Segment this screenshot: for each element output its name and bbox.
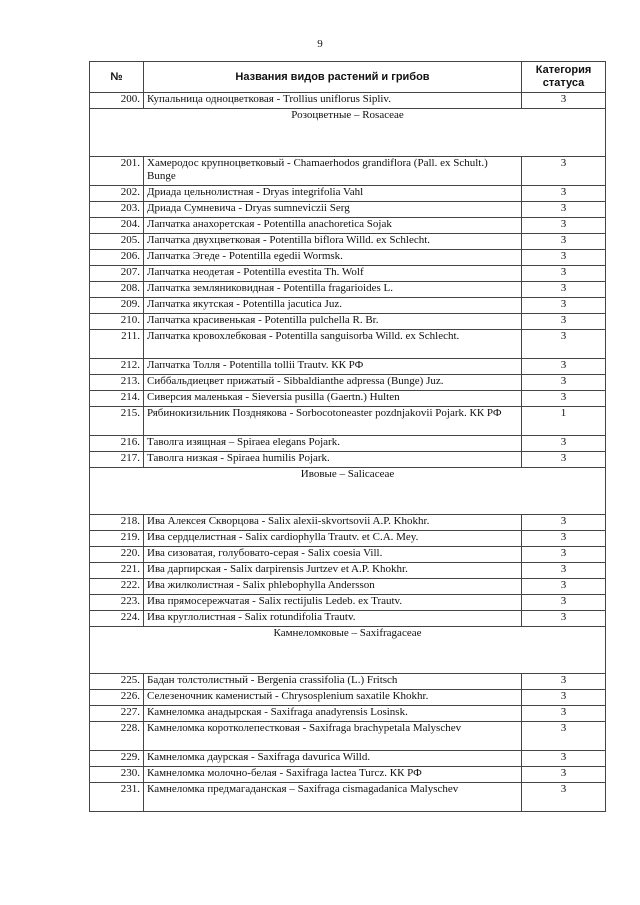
table-row — [90, 579, 606, 595]
family-header-row — [90, 627, 606, 674]
row-number: 231. — [90, 783, 144, 812]
row-number: 225. — [90, 674, 144, 690]
species-name: Дриада Сумневича - Dryas sumneviczii Serg — [144, 202, 522, 218]
table-row — [90, 186, 606, 202]
row-number: 226. — [90, 690, 144, 706]
species-name: Ива Алексея Скворцова - Salix alexii-skvortsovii A.P. Khokhr. — [144, 515, 522, 531]
row-number: 202. — [90, 186, 144, 202]
row-number: 222. — [90, 579, 144, 595]
status-category: 3 — [522, 375, 606, 391]
species-name: Камнеломка предмагаданская – Saxifraga cismagadanica Malyschev — [144, 783, 522, 812]
table-row — [90, 515, 606, 531]
species-name: Бадан толстолистный - Bergenia crassifolia (L.) Fritsch — [144, 674, 522, 690]
status-category: 3 — [522, 595, 606, 611]
status-category: 3 — [522, 751, 606, 767]
status-category: 3 — [522, 157, 606, 186]
status-category: 3 — [522, 266, 606, 282]
table-row — [90, 611, 606, 627]
status-category: 3 — [522, 234, 606, 250]
species-name: Сиверсия маленькая - Sieversia pusilla (Gaertn.) Hulten — [144, 391, 522, 407]
species-name: Камнеломка анадырская - Saxifraga anadyrensis Losinsk. — [144, 706, 522, 722]
status-category: 3 — [522, 452, 606, 468]
species-name: Лапчатка Эгеде - Potentilla egedii Wormsk. — [144, 250, 522, 266]
species-name: Ива круглолистная - Salix rotundifolia Trautv. — [144, 611, 522, 627]
species-name: Селезеночник каменистый - Chrysosplenium saxatile Khokhr. — [144, 690, 522, 706]
table-row — [90, 722, 606, 751]
status-category: 3 — [522, 515, 606, 531]
header-species-name: Названия видов растений и грибов — [144, 62, 522, 93]
table-row — [90, 298, 606, 314]
species-name: Лапчатка красивенькая - Potentilla pulchella R. Br. — [144, 314, 522, 330]
table-row — [90, 282, 606, 298]
row-number: 230. — [90, 767, 144, 783]
family-name: Ивовые – Salicaceae — [90, 468, 606, 515]
species-name: Камнеломка коротколепестковая - Saxifraga brachypetala Malyschev — [144, 722, 522, 751]
row-number: 213. — [90, 375, 144, 391]
status-category: 3 — [522, 783, 606, 812]
table-row — [90, 767, 606, 783]
row-number: 206. — [90, 250, 144, 266]
header-status-category: Категория статуса — [522, 62, 606, 93]
row-number: 210. — [90, 314, 144, 330]
species-name: Лапчатка неодетая - Potentilla evestita Th. Wolf — [144, 266, 522, 282]
status-category: 3 — [522, 391, 606, 407]
species-name: Лапчатка земляниковидная - Potentilla fragarioides L. — [144, 282, 522, 298]
status-category: 3 — [522, 298, 606, 314]
row-number: 207. — [90, 266, 144, 282]
status-category: 3 — [522, 93, 606, 109]
row-number: 217. — [90, 452, 144, 468]
table-row — [90, 375, 606, 391]
table-row — [90, 452, 606, 468]
table-row — [90, 93, 606, 109]
table-row — [90, 706, 606, 722]
table-row — [90, 563, 606, 579]
row-number: 223. — [90, 595, 144, 611]
row-number: 215. — [90, 407, 144, 436]
species-name: Лапчатка кровохлебковая - Potentilla sanguisorba Willd. ex Schlecht. — [144, 330, 522, 359]
row-number: 212. — [90, 359, 144, 375]
species-name: Дриада цельнолистная - Dryas integrifolia Vahl — [144, 186, 522, 202]
status-category: 3 — [522, 282, 606, 298]
species-name: Лапчатка Толля - Potentilla tollii Trautv. КК РФ — [144, 359, 522, 375]
status-category: 1 — [522, 407, 606, 436]
row-number: 227. — [90, 706, 144, 722]
species-name: Таволга изящная – Spiraea elegans Pojark. — [144, 436, 522, 452]
status-category: 3 — [522, 330, 606, 359]
table-body — [90, 93, 606, 812]
table-row — [90, 330, 606, 359]
species-name: Камнеломка молочно-белая - Saxifraga lactea Turcz. КК РФ — [144, 767, 522, 783]
status-category: 3 — [522, 690, 606, 706]
species-table — [89, 61, 606, 812]
row-number: 218. — [90, 515, 144, 531]
table-row — [90, 250, 606, 266]
table-row — [90, 391, 606, 407]
family-name: Розоцветные – Rosaceae — [90, 109, 606, 157]
status-category: 3 — [522, 531, 606, 547]
table-row — [90, 674, 606, 690]
family-header-row — [90, 468, 606, 515]
row-number: 205. — [90, 234, 144, 250]
status-category: 3 — [522, 186, 606, 202]
table-row — [90, 314, 606, 330]
species-name: Камнеломка даурская - Saxifraga davurica Willd. — [144, 751, 522, 767]
row-number: 214. — [90, 391, 144, 407]
row-number: 208. — [90, 282, 144, 298]
table-row — [90, 407, 606, 436]
species-name: Купальница одноцветковая - Trollius uniflorus Sipliv. — [144, 93, 522, 109]
page-number: 9 — [317, 38, 323, 50]
species-name: Лапчатка анахоретская - Potentilla anachoretica Sojak — [144, 218, 522, 234]
species-name: Рябинокизильник Позднякова - Sorbocotoneaster pozdnjakovii Pojark. КК РФ — [144, 407, 522, 436]
status-category: 3 — [522, 767, 606, 783]
species-name: Сиббальдиецвет прижатый - Sibbaldianthe adpressa (Bunge) Juz. — [144, 375, 522, 391]
status-category: 3 — [522, 722, 606, 751]
species-name: Лапчатка двухцветковая - Potentilla biflora Willd. ex Schlecht. — [144, 234, 522, 250]
species-name: Хамеродос крупноцветковый - Chamaerhodos grandiflora (Pall. ex Schult.) Bunge — [144, 157, 522, 186]
row-number: 203. — [90, 202, 144, 218]
family-name: Камнеломковые – Saxifragaceae — [90, 627, 606, 674]
status-category: 3 — [522, 202, 606, 218]
row-number: 200. — [90, 93, 144, 109]
row-number: 224. — [90, 611, 144, 627]
table-row — [90, 266, 606, 282]
row-number: 221. — [90, 563, 144, 579]
family-header-row — [90, 109, 606, 157]
row-number: 220. — [90, 547, 144, 563]
status-category: 3 — [522, 436, 606, 452]
status-category: 3 — [522, 563, 606, 579]
status-category: 3 — [522, 611, 606, 627]
row-number: 229. — [90, 751, 144, 767]
status-category: 3 — [522, 579, 606, 595]
status-category: 3 — [522, 706, 606, 722]
table-header — [90, 62, 606, 93]
species-name: Ива сизоватая, голубовато-серая - Salix coesia Vill. — [144, 547, 522, 563]
table-row — [90, 547, 606, 563]
status-category: 3 — [522, 218, 606, 234]
table-row — [90, 751, 606, 767]
table-row — [90, 783, 606, 812]
species-name: Ива жилколистная - Salix phlebophylla Andersson — [144, 579, 522, 595]
row-number: 209. — [90, 298, 144, 314]
table-row — [90, 359, 606, 375]
table-row — [90, 595, 606, 611]
row-number: 201. — [90, 157, 144, 186]
table-row — [90, 157, 606, 186]
species-name: Ива прямосережчатая - Salix rectijulis Ledeb. ex Trautv. — [144, 595, 522, 611]
table-row — [90, 202, 606, 218]
header-number: № — [90, 62, 144, 93]
row-number: 211. — [90, 330, 144, 359]
table-row — [90, 218, 606, 234]
species-name: Ива сердцелистная - Salix cardiophylla Trautv. et C.A. Mey. — [144, 531, 522, 547]
row-number: 228. — [90, 722, 144, 751]
row-number: 204. — [90, 218, 144, 234]
table-row — [90, 436, 606, 452]
status-category: 3 — [522, 547, 606, 563]
species-name: Ива дарпирская - Salix darpirensis Jurtzev et A.P. Khokhr. — [144, 563, 522, 579]
species-name: Таволга низкая - Spiraea humilis Pojark. — [144, 452, 522, 468]
status-category: 3 — [522, 674, 606, 690]
status-category: 3 — [522, 359, 606, 375]
species-name: Лапчатка якутская - Potentilla jacutica Juz. — [144, 298, 522, 314]
table-row — [90, 531, 606, 547]
table-row — [90, 234, 606, 250]
row-number: 219. — [90, 531, 144, 547]
table-row — [90, 690, 606, 706]
row-number: 216. — [90, 436, 144, 452]
status-category: 3 — [522, 314, 606, 330]
status-category: 3 — [522, 250, 606, 266]
